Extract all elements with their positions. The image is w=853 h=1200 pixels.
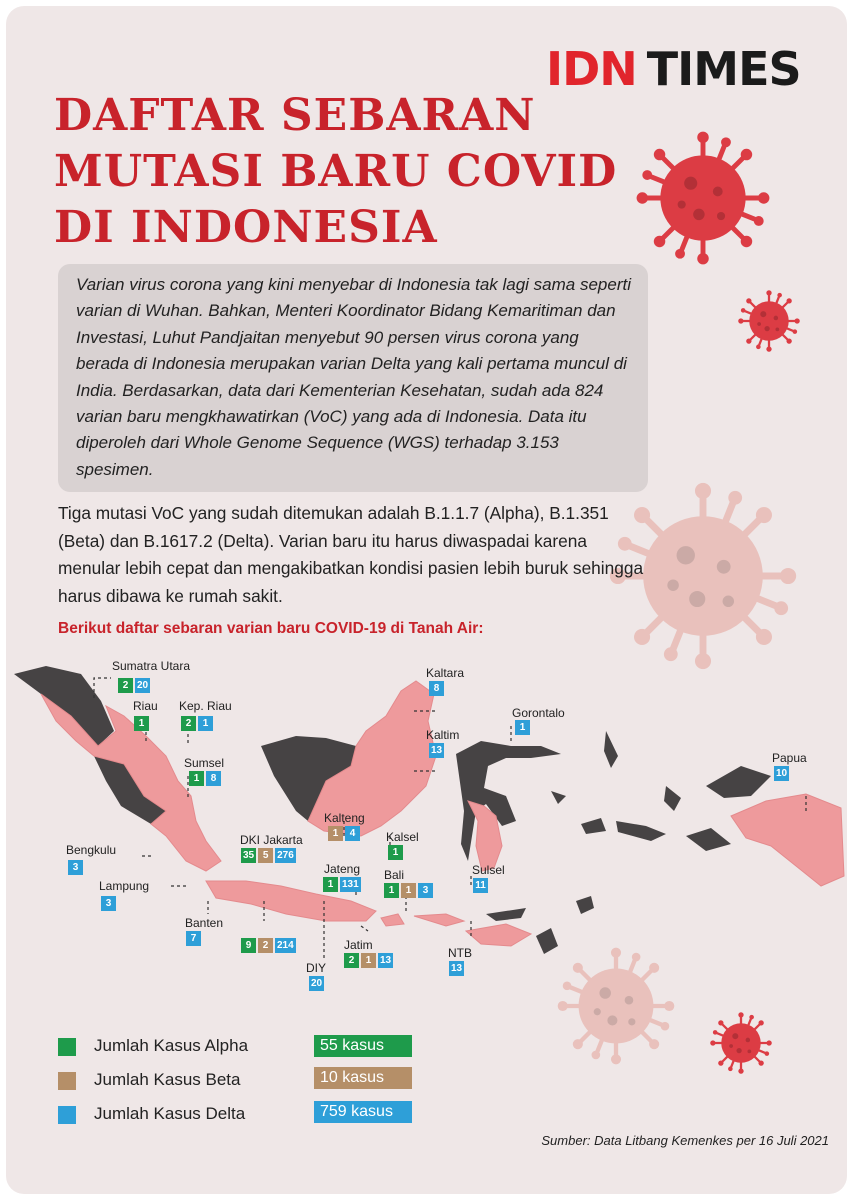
beta-count: 1 — [361, 953, 376, 968]
legend-label: Jumlah Kasus Beta — [94, 1070, 241, 1089]
virus-icon — [637, 132, 770, 265]
region-label: Lampung — [99, 879, 150, 893]
region-label: Bengkulu — [66, 843, 117, 857]
delta-count: 214 — [277, 940, 294, 951]
delta-count: 3 — [418, 883, 433, 898]
region-label: Kalteng — [324, 811, 365, 825]
alpha-count: 2 — [118, 678, 133, 693]
region-counts — [189, 771, 221, 786]
delta-count: 131 — [342, 879, 359, 890]
title-line: DAFTAR SEBARAN — [54, 90, 536, 141]
source-note: Sumber: Data Litbang Kemenkes per 16 Juli 2021 — [541, 1133, 829, 1148]
legend-value: 759 kasus — [314, 1101, 412, 1123]
region-counts — [473, 878, 488, 893]
region-counts — [429, 743, 444, 758]
delta-count: 1 — [515, 720, 530, 735]
region-label: Riau — [133, 699, 158, 713]
delta-count: 13 — [451, 963, 463, 974]
delta-count: 3 — [101, 896, 116, 911]
alpha-count: 1 — [384, 883, 399, 898]
region-label: Gorontalo — [512, 706, 565, 720]
region-label: DKI Jakarta — [240, 833, 303, 847]
region-counts — [429, 681, 444, 696]
legend-label: Jumlah Kasus Delta — [94, 1104, 246, 1123]
logo-times: TIMES — [646, 42, 801, 96]
delta-count: 1 — [198, 716, 213, 731]
region-counts — [328, 826, 360, 841]
virus-icon — [738, 290, 800, 352]
virus-icon — [710, 1012, 772, 1074]
region-counts — [323, 877, 361, 892]
alpha-count: 35 — [243, 850, 255, 861]
infographic-card — [6, 6, 847, 1194]
delta-count: 13 — [431, 745, 443, 756]
region-label: Kaltim — [426, 728, 460, 742]
delta-count: 20 — [137, 680, 149, 691]
alpha-count: 9 — [241, 938, 256, 953]
region-counts — [309, 976, 324, 991]
legend-beta-swatch — [58, 1072, 76, 1090]
beta-count: 5 — [258, 848, 273, 863]
legend-label: Jumlah Kasus Alpha — [94, 1036, 249, 1055]
delta-count: 8 — [206, 771, 221, 786]
legend-delta-swatch — [58, 1106, 76, 1124]
alpha-count: 2 — [181, 716, 196, 731]
region-counts — [774, 766, 789, 781]
legend-alpha-swatch — [58, 1038, 76, 1056]
region-counts — [384, 883, 433, 898]
delta-count: 8 — [429, 681, 444, 696]
delta-count: 10 — [776, 768, 788, 779]
alpha-count: 1 — [323, 877, 338, 892]
legend-value: 55 kasus — [314, 1035, 412, 1057]
delta-count: 20 — [311, 978, 323, 989]
region-counts — [68, 860, 83, 875]
delta-count: 3 — [68, 860, 83, 875]
region-counts — [515, 720, 530, 735]
delta-count: 11 — [473, 878, 488, 893]
region-label: Kep. Riau — [179, 699, 232, 713]
delta-count: 7 — [186, 931, 201, 946]
region-counts — [134, 716, 149, 731]
region-label: Sumatra Utara — [112, 659, 191, 673]
map-subheading: Berikut daftar sebaran varian baru COVID-19 di Tanah Air: — [58, 620, 484, 637]
region-label: Jateng — [324, 862, 361, 876]
region-label: Kaltara — [426, 666, 465, 680]
region-counts — [449, 961, 464, 976]
region-label: Sumsel — [184, 756, 225, 770]
beta-count: 1 — [401, 883, 416, 898]
region-counts — [186, 931, 201, 946]
indonesia-map — [6, 646, 847, 986]
page-title — [54, 88, 618, 256]
logo-idn: IDN — [546, 42, 637, 96]
region-label: NTB — [448, 946, 472, 960]
intro-box: Varian virus corona yang kini menyebar di Indonesia tak lagi sama seperti varian di Wuhan. Bahkan, Menteri Koordinator Bidang Kemaritiman dan Investasi, Luhut Pandjaitan menyebut 90 persen virus corona yang berada di Indonesia merupakan varian Delta yang kali pertama muncul di India. Berdasarkan, data dari Kementerian Kesehatan, sudah ada 824 varian baru mengkhawatirkan (VoC) yang ada di Indonesia. Data itu diperoleh dari Whole Genome Sequence (WGS) terhadap 3.153 spesimen. — [58, 264, 648, 492]
alpha-count: 1 — [134, 716, 149, 731]
alpha-count: 2 — [344, 953, 359, 968]
delta-count: 276 — [277, 850, 294, 861]
region-label: Papua — [772, 751, 807, 765]
region-counts — [101, 896, 116, 911]
legend-value: 10 kasus — [314, 1067, 412, 1089]
alpha-count: 1 — [388, 845, 403, 860]
delta-count: 13 — [380, 955, 392, 966]
beta-count: 2 — [258, 938, 273, 953]
region-label: Bali — [384, 868, 405, 882]
region-counts — [241, 938, 296, 953]
region-counts — [118, 678, 150, 693]
body-paragraph: Tiga mutasi VoC yang sudah ditemukan adalah B.1.1.7 (Alpha), B.1.351 (Beta) dan B.1617.2 (Delta). Varian baru itu harus diwaspadai karena menular lebih cepat dan mengakibatkan kondisi pasien lebih buruk sehingga harus dibawa ke rumah sakit. — [58, 503, 644, 606]
region-label: Kalsel — [386, 830, 419, 844]
region-counts — [181, 716, 213, 731]
beta-count: 1 — [328, 826, 343, 841]
region-counts — [241, 848, 296, 863]
title-line: DI INDONESIA — [54, 202, 438, 253]
delta-count: 4 — [345, 826, 360, 841]
region-counts — [388, 845, 403, 860]
region-label: Sulsel — [472, 863, 505, 877]
title-line: MUTASI BARU COVID — [54, 146, 618, 197]
alpha-count: 1 — [189, 771, 204, 786]
region-label: Banten — [185, 916, 224, 930]
region-label: DIY — [306, 961, 327, 975]
region-label: Jatim — [344, 938, 373, 952]
region-counts — [344, 953, 393, 968]
